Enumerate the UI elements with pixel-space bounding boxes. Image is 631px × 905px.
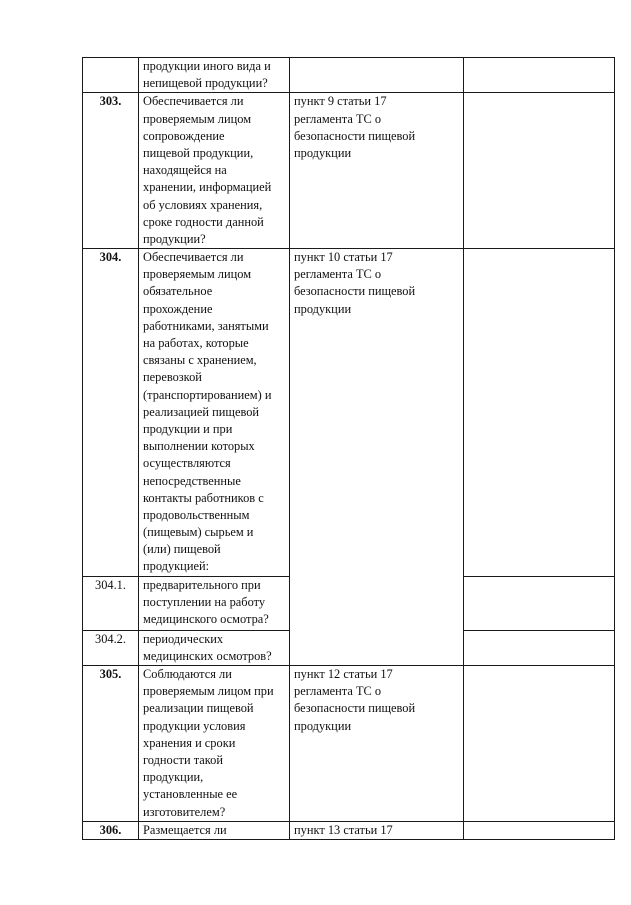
question-line: продукцией: xyxy=(143,559,210,574)
reference-line: пункт 10 статьи 17 xyxy=(294,250,393,265)
question-line: поступлении на работу xyxy=(143,594,266,609)
question-line: пищевой продукции, xyxy=(143,145,254,160)
question-line: хранения и сроки xyxy=(143,735,236,750)
reference-line: пункт 9 статьи 17 xyxy=(294,94,387,109)
note-cell xyxy=(464,821,615,839)
question-line: осуществляются xyxy=(143,456,231,471)
reference-line: безопасности пищевой xyxy=(294,128,416,143)
question-line: продукции, xyxy=(143,770,204,785)
question-cell xyxy=(139,249,290,577)
note-cell xyxy=(464,93,615,249)
question-cell xyxy=(139,93,290,249)
reference-cell xyxy=(290,249,464,666)
question-line: медицинских осмотров? xyxy=(143,648,272,663)
reference-line: безопасности пищевой xyxy=(294,284,416,299)
reference-line: регламента ТС о xyxy=(294,684,382,699)
note-cell xyxy=(464,576,615,630)
reference-line: регламента ТС о xyxy=(294,111,382,126)
question-line: об условиях хранения, xyxy=(143,197,263,212)
question-line: проверяемым лицом xyxy=(143,267,252,282)
question-line: перевозкой xyxy=(143,370,202,385)
question-cell xyxy=(139,666,290,822)
question-line: реализацией пищевой xyxy=(143,404,260,419)
question-cell xyxy=(139,58,290,93)
question-line: сопровождение xyxy=(143,128,225,143)
question-line: находящейся на xyxy=(143,163,227,178)
question-line: Соблюдаются ли xyxy=(143,667,232,681)
question-line: работниками, занятыми xyxy=(143,318,269,333)
reference-cell xyxy=(290,93,464,249)
row-number-cell: 305. xyxy=(83,666,139,822)
table-row xyxy=(83,249,615,577)
row-number-cell xyxy=(83,58,139,93)
question-cell xyxy=(139,576,290,630)
question-line: выполнении которых xyxy=(143,439,255,454)
table-row xyxy=(83,93,615,249)
question-line: (транспортированием) и xyxy=(143,387,272,402)
reference-line: пункт 12 статьи 17 xyxy=(294,667,393,681)
question-line: обязательное xyxy=(143,284,213,299)
question-line: непищевой продукции? xyxy=(143,76,268,91)
note-cell xyxy=(464,58,615,93)
question-line: проверяемым лицом при xyxy=(143,684,274,699)
question-line: периодических xyxy=(143,631,224,646)
requirements-table xyxy=(82,57,615,840)
question-line: продовольственным xyxy=(143,507,250,522)
note-cell xyxy=(464,630,615,665)
question-line: Обеспечивается ли xyxy=(143,250,244,265)
question-line: прохождение xyxy=(143,301,213,316)
table-row xyxy=(83,821,615,839)
note-cell xyxy=(464,249,615,577)
question-line: продукции иного вида и xyxy=(143,59,271,73)
reference-cell xyxy=(290,58,464,93)
question-cell xyxy=(139,630,290,665)
question-line: хранении, информацией xyxy=(143,180,272,195)
reference-cell xyxy=(290,666,464,822)
row-number-cell: 304.2. xyxy=(83,630,139,665)
question-line: установленные ее xyxy=(143,787,238,802)
question-line: годности такой xyxy=(143,752,223,767)
question-line: (или) пищевой xyxy=(143,542,221,557)
question-line: контакты работников с xyxy=(143,490,264,505)
reference-line: пункт 13 статьи 17 xyxy=(294,822,393,837)
question-line: предварительного при xyxy=(143,577,261,592)
question-line: продукции условия xyxy=(143,718,246,733)
table-row xyxy=(83,666,615,822)
question-line: медицинского осмотра? xyxy=(143,612,269,626)
question-line: реализации пищевой xyxy=(143,701,254,716)
note-cell xyxy=(464,666,615,822)
table-row xyxy=(83,58,615,93)
reference-line: продукции xyxy=(294,145,352,160)
row-number-cell: 304. xyxy=(83,249,139,577)
question-line: изготовителем? xyxy=(143,804,226,819)
question-line: (пищевым) сырьем и xyxy=(143,525,254,540)
question-line: продукции? xyxy=(143,231,206,246)
question-line: на работах, которые xyxy=(143,336,249,350)
row-number-cell: 304.1. xyxy=(83,576,139,630)
row-number-cell: 303. xyxy=(83,93,139,249)
reference-line: продукции xyxy=(294,301,352,316)
row-number-cell: 306. xyxy=(83,821,139,839)
question-line: продукции и при xyxy=(143,421,233,436)
reference-line: продукции xyxy=(294,718,352,733)
question-line: Обеспечивается ли xyxy=(143,94,244,109)
question-line: связаны с хранением, xyxy=(143,353,257,368)
reference-line: безопасности пищевой xyxy=(294,701,416,716)
question-line: непосредственные xyxy=(143,473,241,488)
question-line: сроке годности данной xyxy=(143,214,264,229)
reference-cell xyxy=(290,821,464,839)
reference-line: регламента ТС о xyxy=(294,267,382,282)
question-line: Размещается ли xyxy=(143,822,227,837)
question-line: проверяемым лицом xyxy=(143,111,252,126)
question-cell xyxy=(139,821,290,839)
